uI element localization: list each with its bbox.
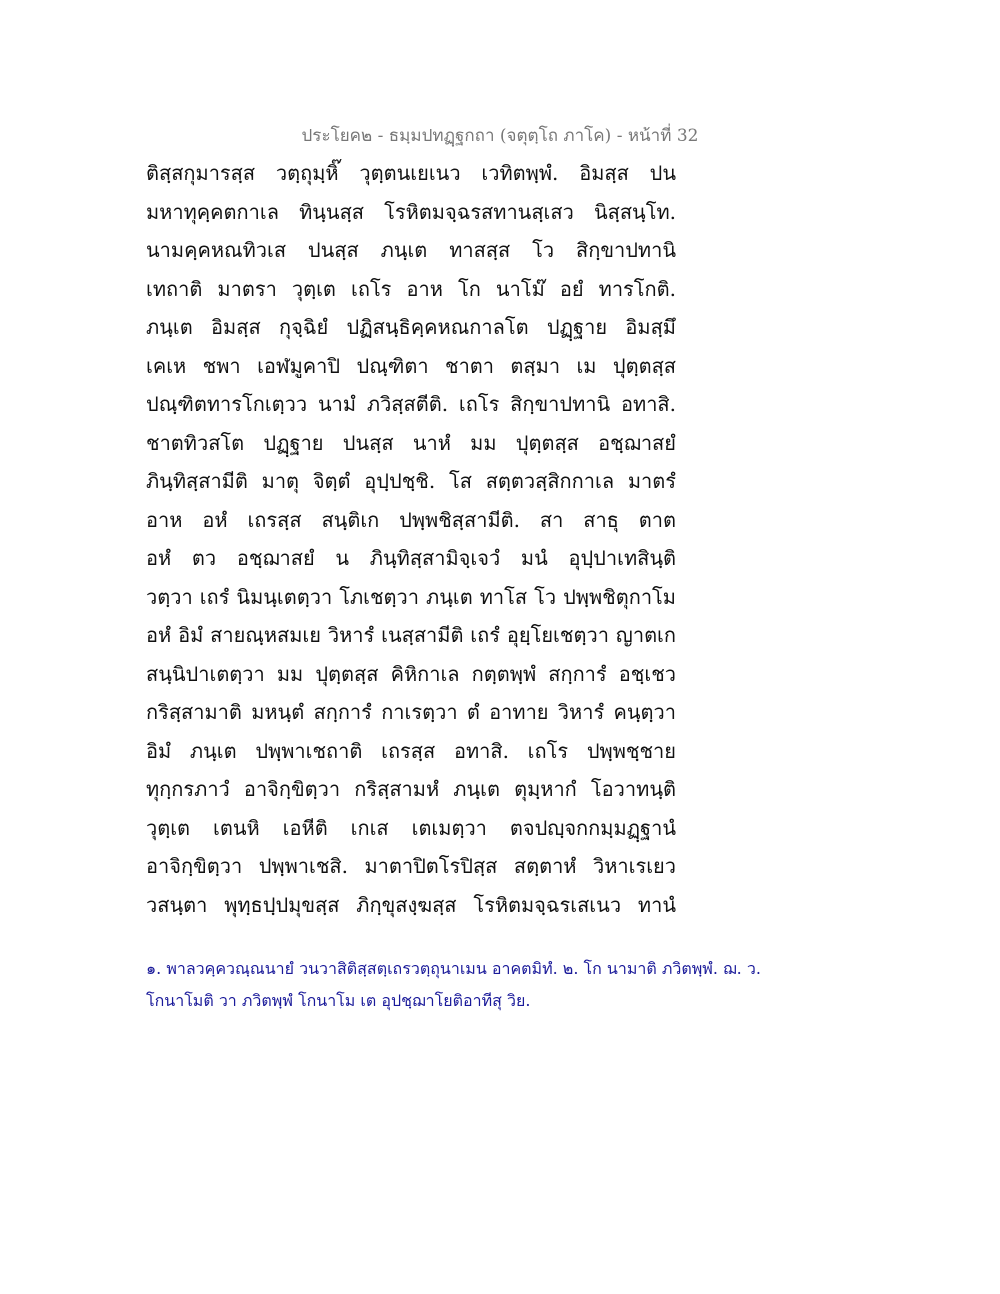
body-line: ทุกฺกรภาวํ อาจิกฺขิตฺวา กริสฺสามหํ ภนฺเต ตุมฺหากํ โอวาทนฺติ (146, 777, 676, 801)
body-line: ติสฺสกุมารสฺส วตฺถุมฺหิ๊ วุตฺตนเยเนว เวทิตพฺพํ. อิมสฺส ปน (146, 161, 676, 185)
body-line: มหาทุคฺคตกาเล ทินฺนสฺส โรหิตมจฺฉรสทานสฺเสว นิสฺสนฺโท. (146, 199, 676, 224)
body-line: สนฺนิปาเตตฺวา มม ปุตฺตสฺส คิหิกาเล กตฺตพฺพํ สกฺการํ อชฺเชว (146, 661, 676, 686)
footnote-line: โกนาโมติ วา ภวิตพฺพํ โกนาโม เต อุปชฺฌาโยติอาทีสุ วิย. (146, 991, 531, 1010)
body-line: ปณฺฑิตทารโกเตฺวว นามํ ภวิสฺสตีติ. เถโร สิกฺขาปทานิ อทาสิ. (146, 392, 676, 416)
body-line: ชาตทิวสโต ปฏฺฐาย ปนสฺส นาหํ มม ปุตฺตสฺส อชฺฌาสยํ (146, 430, 676, 455)
body-line: วุตฺเต เตนหิ เอหีติ เกเส เตเมตฺวา ตจปญฺจกกมฺมฏฺฐานํ (146, 815, 676, 840)
body-line: อิมํ ภนฺเต ปพฺพาเชถาติ เถรสฺส อทาสิ. เถโร ปพฺพชฺชาย (146, 738, 676, 763)
body-line: ภนฺเต อิมสฺส กุจฺฉิยํ ปฏิสนฺธิคฺคหณกาลโต ปฏฺฐาย อิมสฺมึ (146, 315, 676, 339)
body-line: วตฺวา เถรํ นิมนฺเตตฺวา โภเชตฺวา ภนฺเต ทาโส โว ปพฺพชิตุกาโม (146, 584, 676, 609)
body-line: นามคฺคหณทิวเส ปนสฺส ภนฺเต ทาสสฺส โว สิกฺขาปทานิ (146, 238, 676, 262)
footnotes (146, 954, 786, 1018)
running-header: ประโยค๒ - ธมฺมปทฏฺฐกถา (จตุตฺโถ ภาโค) - หน้าที่ 32 (301, 126, 699, 146)
body-line: เคเห ชพา เอฬมูคาปิ ปณฺฑิตา ชาตา ตสฺมา เม ปุตฺตสฺส (146, 353, 676, 378)
body-line: วสนฺตา พุทฺธปฺปมุขสฺส ภิกฺขุสงฺฆสฺส โรหิตมจฺฉรเสเนว ทานํ (146, 892, 676, 917)
body-line: อาห อหํ เถรสฺส สนฺติเก ปพฺพชิสฺสามีติ. สา สาธุ ตาต (146, 507, 676, 532)
body-line: เทถาติ มาตรา วุตฺเต เถโร อาห โก นาโม๊ อยํ ทารโกติ. (146, 276, 676, 301)
footnote-line: ๑. พาลวคฺควณฺณนายํ วนวาสิติสฺสตฺเถรวตฺถุนาเมน อาคตมิทํ. ๒. โก นามาติ ภวิตพฺพํ. ฌ. ว. (146, 959, 761, 978)
body-text (146, 158, 676, 928)
body-line: อาจิกฺขิตฺวา ปพฺพาเชสิ. มาตาปิตโรปิสฺส สตฺตาหํ วิหาเรเยว (146, 854, 676, 878)
body-line: กริสฺสามาติ มหนฺตํ สกฺการํ กาเรตฺวา ตํ อาทาย วิหารํ คนฺตฺวา (146, 700, 676, 724)
body-line: อหํ ตว อชฺฌาสยํ น ภินฺทิสฺสามิจฺเจวํ มนํ อุปฺปาเทสินฺติ (146, 546, 676, 570)
body-line: ภินฺทิสฺสามีติ มาตุ จิตฺตํ อุปฺปชฺชิ. โส สตฺตวสฺสิกกาเล มาตรํ (146, 469, 676, 493)
body-line: อหํ อิมํ สายณฺหสมเย วิหารํ เนสฺสามีติ เถรํ อุยฺโยเชตฺวา ญาตเก (146, 623, 676, 647)
